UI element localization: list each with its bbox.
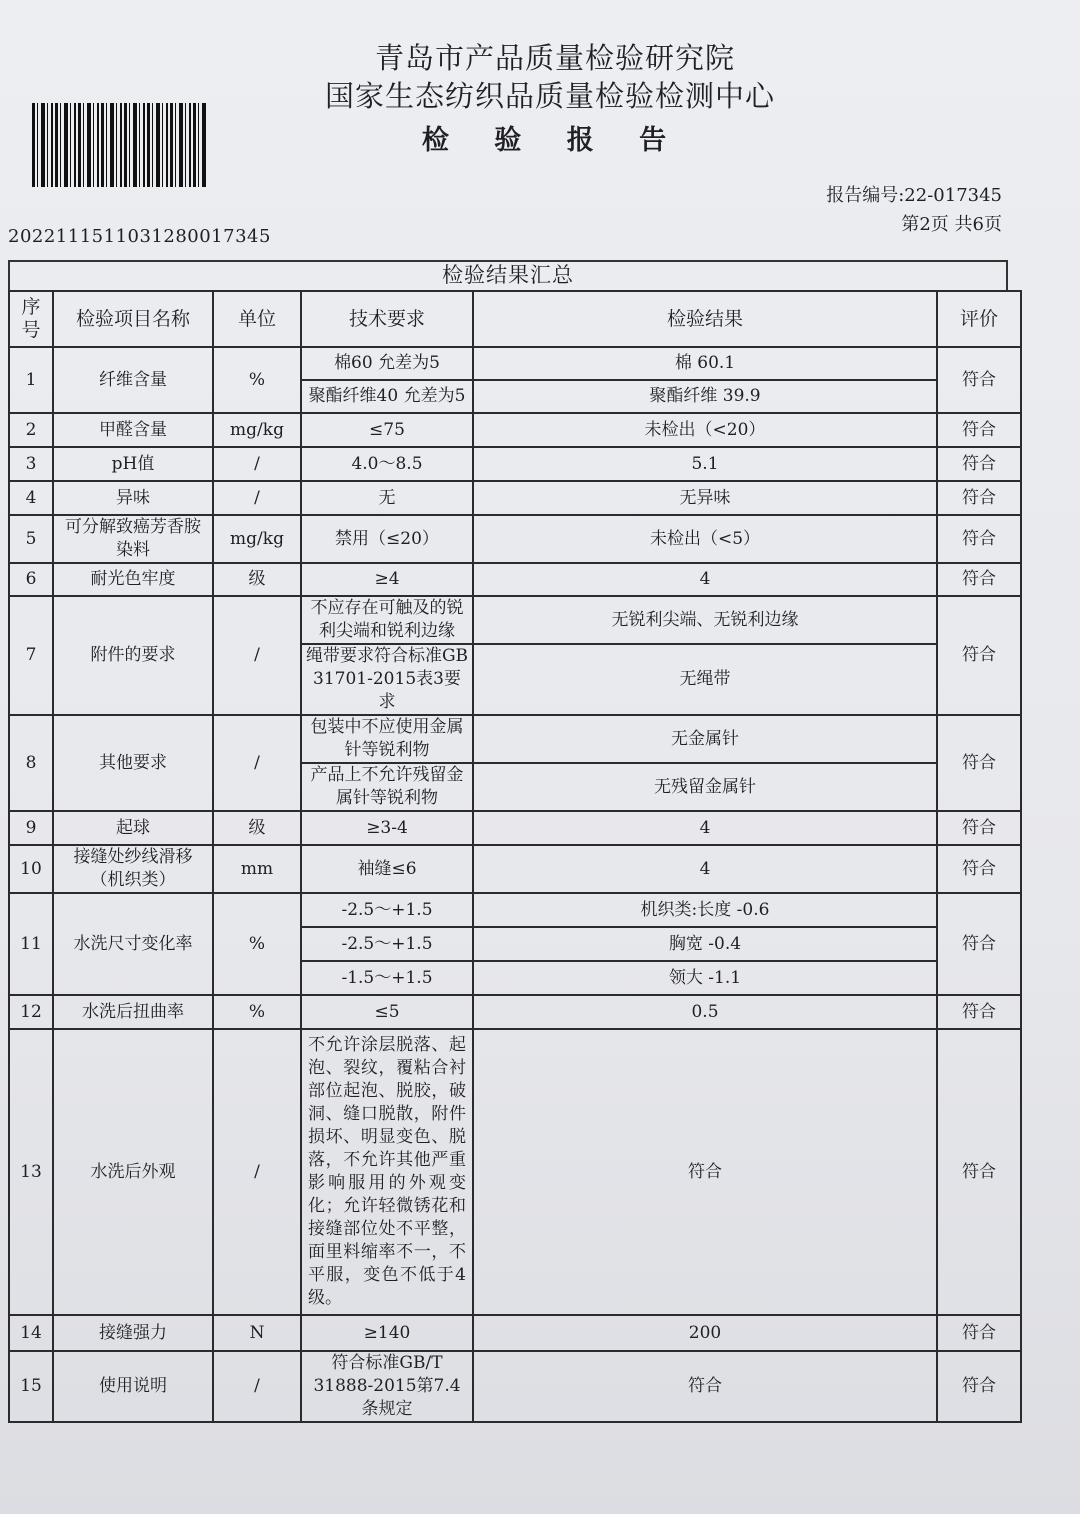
evaluation: 符合 (937, 1029, 1021, 1315)
item-name: 接缝处纱线滑移（机织类） (53, 845, 213, 893)
unit: / (213, 1029, 301, 1315)
unit: % (213, 347, 301, 413)
unit: / (213, 715, 301, 811)
requirement: 包装中不应使用金属针等锐利物 (301, 715, 473, 763)
results-table (8, 290, 1022, 1423)
item-name: 其他要求 (53, 715, 213, 811)
row-no: 12 (9, 995, 53, 1029)
col-header: 序号 (9, 291, 53, 347)
evaluation: 符合 (937, 715, 1021, 811)
item-name: 接缝强力 (53, 1315, 213, 1351)
result: 无锐利尖端、无锐利边缘 (473, 596, 937, 644)
result: 无残留金属针 (473, 763, 937, 811)
evaluation: 符合 (937, 893, 1021, 995)
evaluation: 符合 (937, 845, 1021, 893)
unit: / (213, 481, 301, 515)
requirement: 聚酯纤维40 允差为5 (301, 380, 473, 413)
item-name: 纤维含量 (53, 347, 213, 413)
row-no: 7 (9, 596, 53, 715)
row-no: 4 (9, 481, 53, 515)
unit: mm (213, 845, 301, 893)
table-row (9, 515, 1021, 563)
table-row (9, 1351, 1021, 1422)
requirement: -2.5～+1.5 (301, 927, 473, 961)
result: 4 (473, 563, 937, 596)
requirement: 不允许涂层脱落、起泡、裂纹，覆粘合衬部位起泡、脱胶，破洞、缝口脱散，附件损坏、明显变色、脱落，不允许其他严重影响服用的外观变化；允许轻微锈花和接缝部位处不平整，面里料缩率不一，不平服，变色不低于4级。 (301, 1029, 473, 1315)
evaluation: 符合 (937, 1351, 1021, 1422)
barcode-number: 2022111511031280017345 (8, 226, 271, 247)
row-no: 8 (9, 715, 53, 811)
row-no: 13 (9, 1029, 53, 1315)
unit: 级 (213, 811, 301, 845)
requirement: 4.0～8.5 (301, 447, 473, 481)
table-row (9, 563, 1021, 596)
result: 200 (473, 1315, 937, 1351)
evaluation: 符合 (937, 413, 1021, 447)
requirement: 袖缝≤6 (301, 845, 473, 893)
table-row (9, 715, 1021, 763)
row-no: 10 (9, 845, 53, 893)
item-name: 使用说明 (53, 1351, 213, 1422)
evaluation: 符合 (937, 515, 1021, 563)
result: 聚酯纤维 39.9 (473, 380, 937, 413)
requirement: ≥4 (301, 563, 473, 596)
result: 4 (473, 845, 937, 893)
result: 未检出（<5） (473, 515, 937, 563)
row-no: 2 (9, 413, 53, 447)
item-name: 甲醛含量 (53, 413, 213, 447)
barcode (32, 103, 206, 187)
result: 未检出（<20） (473, 413, 937, 447)
table-row (9, 347, 1021, 380)
col-header: 技术要求 (301, 291, 473, 347)
evaluation: 符合 (937, 596, 1021, 715)
unit: N (213, 1315, 301, 1351)
item-name: 附件的要求 (53, 596, 213, 715)
requirement: -2.5～+1.5 (301, 893, 473, 927)
item-name: pH值 (53, 447, 213, 481)
unit: mg/kg (213, 413, 301, 447)
row-no: 9 (9, 811, 53, 845)
table-row (9, 995, 1021, 1029)
unit: mg/kg (213, 515, 301, 563)
requirement: ≤75 (301, 413, 473, 447)
result: 符合 (473, 1351, 937, 1422)
unit: % (213, 995, 301, 1029)
row-no: 15 (9, 1351, 53, 1422)
item-name: 水洗后扭曲率 (53, 995, 213, 1029)
col-header: 单位 (213, 291, 301, 347)
requirement: 不应存在可触及的锐利尖端和锐利边缘 (301, 596, 473, 644)
item-name: 异味 (53, 481, 213, 515)
table-row (9, 413, 1021, 447)
row-no: 11 (9, 893, 53, 995)
result: 5.1 (473, 447, 937, 481)
unit: 级 (213, 563, 301, 596)
table-row (9, 596, 1021, 644)
item-name: 耐光色牢度 (53, 563, 213, 596)
requirement: 产品上不允许残留金属针等锐利物 (301, 763, 473, 811)
result: 4 (473, 811, 937, 845)
table-row (9, 447, 1021, 481)
result: 无绳带 (473, 644, 937, 715)
evaluation: 符合 (937, 563, 1021, 596)
col-header: 检验项目名称 (53, 291, 213, 347)
requirement: 无 (301, 481, 473, 515)
row-no: 5 (9, 515, 53, 563)
table-row (9, 481, 1021, 515)
result: 棉 60.1 (473, 347, 937, 380)
unit: / (213, 1351, 301, 1422)
requirement: 棉60 允差为5 (301, 347, 473, 380)
result: 胸宽 -0.4 (473, 927, 937, 961)
table-title-bar (8, 260, 1008, 292)
unit: % (213, 893, 301, 995)
table-title: 检验结果汇总 (442, 263, 574, 287)
table-row (9, 1029, 1021, 1315)
item-name: 可分解致癌芳香胺染料 (53, 515, 213, 563)
requirement: ≥140 (301, 1315, 473, 1351)
page-info: 第2页 共6页 (901, 214, 1002, 235)
result: 0.5 (473, 995, 937, 1029)
row-no: 1 (9, 347, 53, 413)
document-title: 检 验 报 告 (421, 125, 685, 156)
requirement: 绳带要求符合标准GB 31701-2015表3要求 (301, 644, 473, 715)
requirement: 符合标准GB/T 31888-2015第7.4条规定 (301, 1351, 473, 1422)
item-name: 起球 (53, 811, 213, 845)
col-header: 评价 (937, 291, 1021, 347)
table-row (9, 845, 1021, 893)
institute-name: 青岛市产品质量检验研究院 (374, 41, 735, 75)
header-row (9, 291, 1021, 347)
evaluation: 符合 (937, 1315, 1021, 1351)
row-no: 6 (9, 563, 53, 596)
requirement: -1.5～+1.5 (301, 961, 473, 995)
evaluation: 符合 (937, 811, 1021, 845)
unit: / (213, 447, 301, 481)
evaluation: 符合 (937, 481, 1021, 515)
item-name: 水洗后外观 (53, 1029, 213, 1315)
result: 无金属针 (473, 715, 937, 763)
requirement: ≤5 (301, 995, 473, 1029)
table-row (9, 1315, 1021, 1351)
table-row (9, 811, 1021, 845)
table-row (9, 893, 1021, 927)
evaluation: 符合 (937, 995, 1021, 1029)
result: 符合 (473, 1029, 937, 1315)
item-name: 水洗尺寸变化率 (53, 893, 213, 995)
unit: / (213, 596, 301, 715)
col-header: 检验结果 (473, 291, 937, 347)
requirement: ≥3-4 (301, 811, 473, 845)
result: 无异味 (473, 481, 937, 515)
requirement: 禁用（≤20） (301, 515, 473, 563)
row-no: 3 (9, 447, 53, 481)
result: 领大 -1.1 (473, 961, 937, 995)
row-no: 14 (9, 1315, 53, 1351)
result: 机织类:长度 -0.6 (473, 893, 937, 927)
evaluation: 符合 (937, 347, 1021, 413)
center-name: 国家生态纺织品质量检验检测中心 (324, 79, 775, 113)
report-number: 报告编号:22-017345 (826, 185, 1002, 206)
evaluation: 符合 (937, 447, 1021, 481)
